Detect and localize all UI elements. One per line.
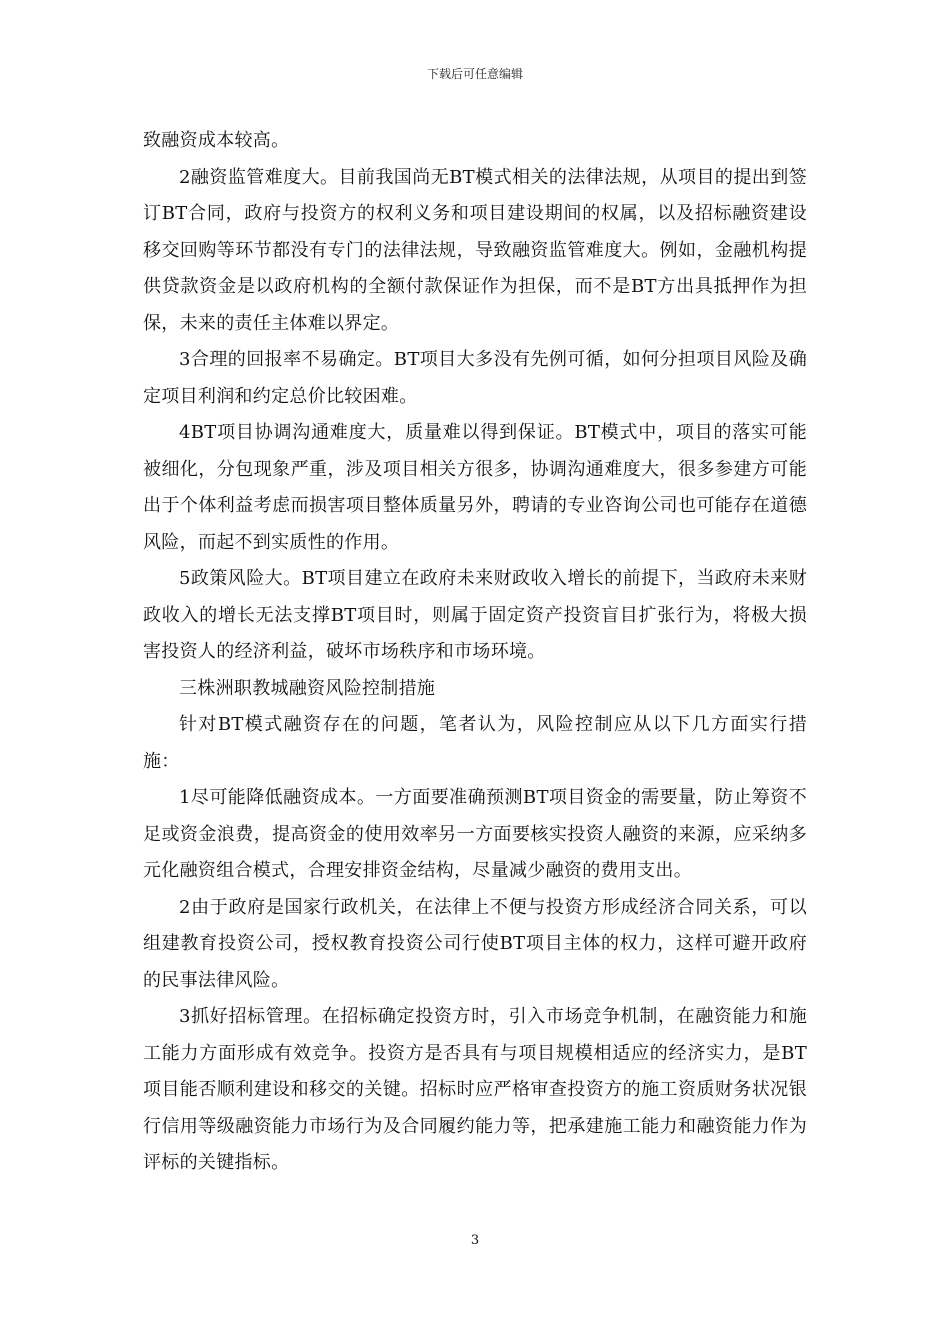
paragraph-item-2: 2融资监管难度大。目前我国尚无BT模式相关的法律法规，从项目的提出到签订BT合同，政府与投资方的权利义务和项目建设期间的权属，以及招标融资建设移交回购等环节都没有专门的法律法规，导致融资监管难度大。例如，金融机构提供贷款资金是以政府机构的全额付款保证作为担保，而不是BT方出具抵押作为担保，未来的责任主体难以界定。 (143, 166, 807, 334)
paragraph-item-4: 4BT项目协调沟通难度大，质量难以得到保证。BT模式中，项目的落实可能被细化，分包现象严重，涉及项目相关方很多，协调沟通难度大，很多参建方可能出于个体利益考虑而损害项目整体质量另外，聘请的专业咨询公司也可能存在道德风险，而起不到实质性的作用。 (143, 422, 807, 553)
document-body (143, 123, 807, 1182)
section-heading: 三株洲职教城融资风险控制措施 (179, 677, 436, 699)
paragraph-measure-3: 3抓好招标管理。在招标确定投资方时，引入市场竞争机制，在融资能力和施工能力方面形成有效竞争。投资方是否具有与项目规模相适应的经济实力，是BT项目能否顺利建设和移交的关键。招标时应严格审查投资方的施工资质财务状况银行信用等级融资能力市场行为及合同履约能力等，把承建施工能力和融资能力作为评标的关键指标。 (143, 1006, 807, 1173)
paragraph-item-5: 5政策风险大。BT项目建立在政府未来财政收入增长的前提下，当政府未来财政收入的增长无法支撑BT项目时，则属于固定资产投资盲目扩张行为，将极大损害投资人的经济利益，破坏市场秩序和市场环境。 (143, 568, 807, 662)
paragraph-intro: 针对BT模式融资存在的问题，笔者认为，风险控制应从以下几方面实行措施： (143, 714, 807, 772)
paragraph-measure-1: 1尽可能降低融资成本。一方面要准确预测BT项目资金的需要量，防止筹资不足或资金浪费，提高资金的使用效率另一方面要核实投资人融资的来源，应采纳多元化融资组合模式，合理安排资金结构，尽量减少融资的费用支出。 (143, 787, 807, 881)
page-header: 下载后可任意编辑 (426, 67, 523, 81)
paragraph-item-3: 3合理的回报率不易确定。BT项目大多没有先例可循，如何分担项目风险及确定项目利润和约定总价比较困难。 (143, 349, 807, 407)
paragraph-measure-2: 2由于政府是国家行政机关，在法律上不便与投资方形成经济合同关系，可以组建教育投资公司，授权教育投资公司行使BT项目主体的权力，这样可避开政府的民事法律风险。 (143, 896, 807, 991)
page-number: 3 (470, 1233, 480, 1248)
paragraph-continuation: 致融资成本较高。 (143, 130, 290, 151)
